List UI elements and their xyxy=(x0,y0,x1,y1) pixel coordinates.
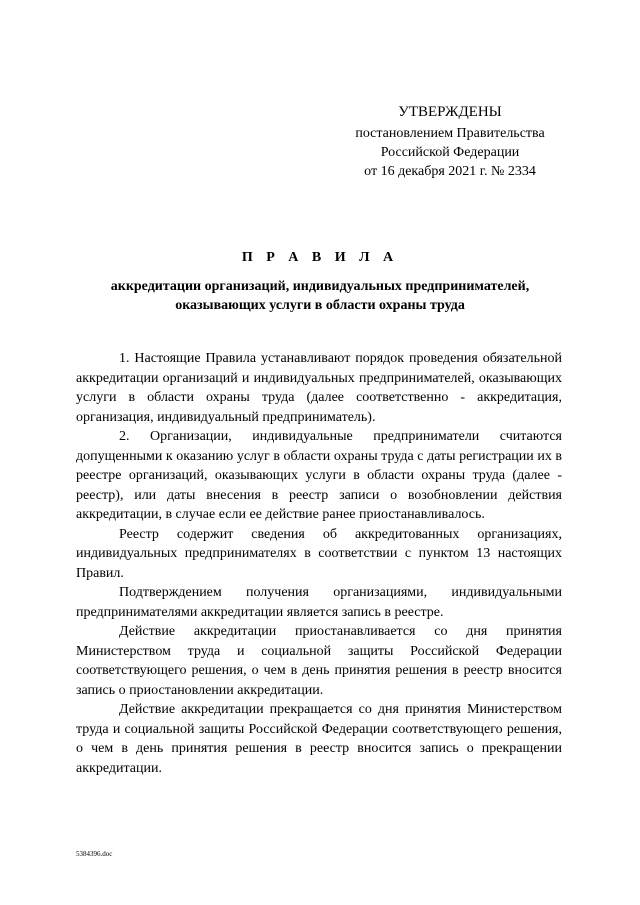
subtitle-line-2: оказывающих услуги в области охраны труда xyxy=(175,298,465,313)
approval-heading: УТВЕРЖДЕНЫ xyxy=(398,104,502,120)
document-body xyxy=(76,349,562,778)
subtitle-line-1: аккредитации организаций, индивидуальных предпринимателей, xyxy=(110,279,530,294)
document-title: П Р А В И Л А xyxy=(241,250,399,265)
approval-block xyxy=(340,103,560,181)
paragraph-1: 1. Настоящие Правила устанавливают порядок проведения обязательной аккредитации организаций и индивидуальных предпринимателей, оказывающих услуги в области охраны труда (далее соответственно - аккредитация, организация, индивидуальный предприниматель). xyxy=(76,351,562,425)
file-name-footer: 5384396.doc xyxy=(76,850,113,858)
paragraph-5: Действие аккредитации приостанавливается со дня принятия Министерством труда и социальной защиты Российской Федерации соответствующего решения, о чем в день принятия решения в реестр вносится запись о приостановлении аккредитации. xyxy=(76,624,562,698)
paragraph-2: 2. Организации, индивидуальные предприниматели считаются допущенными к оказанию услуг в области охраны труда с даты регистрации их в реестре организаций, оказывающих услуги в области охраны труда (далее - реестр), или даты внесения в реестр записи о возобновлении действия аккредитации, в случае если ее действие ранее приостанавливалось. xyxy=(76,429,562,522)
approval-line-2: Российской Федерации xyxy=(380,145,520,160)
paragraph-6: Действие аккредитации прекращается со дня принятия Министерством труда и социальной защиты Российской Федерации соответствующего решения, о чем в день принятия решения в реестр вносится запись о прекращении аккредитации. xyxy=(76,702,562,776)
paragraph-4: Подтверждением получения организациями, индивидуальными предпринимателями аккредитации является запись в реестре. xyxy=(76,585,562,620)
approval-line-1: постановлением Правительства xyxy=(355,126,545,141)
approval-line-3: от 16 декабря 2021 г. № 2334 xyxy=(364,164,536,179)
paragraph-3: Реестр содержит сведения об аккредитованных организациях, индивидуальных предпринимателях в соответствии с пунктом 13 настоящих Правил. xyxy=(76,526,562,581)
document-subtitle xyxy=(60,277,580,315)
